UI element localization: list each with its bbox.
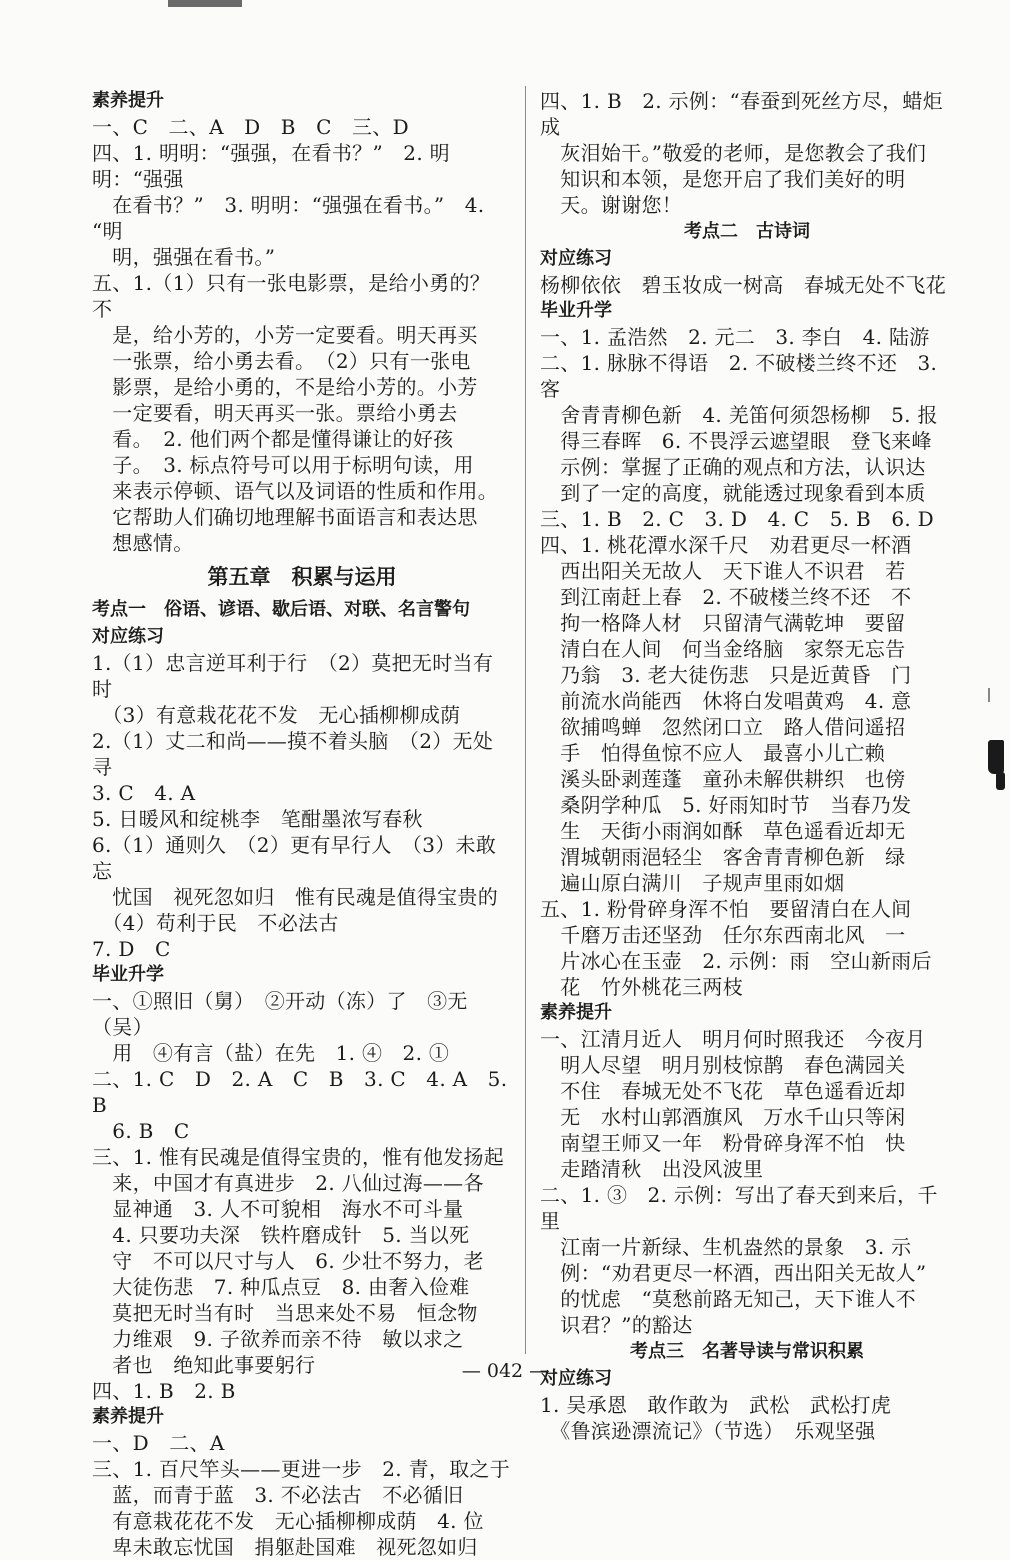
ink-blot-tail [996,772,1005,790]
chapter-title: 第五章 积累与运用 [207,565,397,589]
answer-paragraph: 3. C 4. A [92,781,196,805]
answer-paragraph: 6.（1）通则久 （2）更有早行人 （3）未敢忘 忧国 视死忽如归 惟有民魂是值得宝贵的 （4）苟利于民 不必法古 [92,833,498,935]
answer-paragraph: 四、1. 明明：“强强，在看书？” 2. 明明：“强强 在看书？” 3. 明明：“强强在看书。” 4. “明 明，强强在看书。” [92,141,485,269]
left-column [92,88,512,1560]
answer-paragraph: 二、1. ③ 2. 示例：写出了春天到来后，千里 江南一片新绿、生机盎然的景象 3. 示 例：“劝君更尽一杯酒，西出阳关无故人” 的忧虑 “莫愁前路无知己，天下谁人不 识君？”的豁达 [540,1183,938,1337]
topic-heading: 考点三 名著导读与常识积累 [630,1341,864,1362]
answer-paragraph: 三、1. B 2. C 3. D 4. C 5. B 6. D [540,507,935,531]
answer-paragraph: 一、C 二、A D B C 三、D [92,115,409,139]
answer-paragraph: 三、1. 惟有民魂是值得宝贵的，惟有他发扬起 来，中国才有真进步 2. 八仙过海——各 显神通 3. 人不可貌相 海水不可斗量 4. 只要功夫深 铁杵磨成针 5. 当以死 守 不可以尺寸与人 6. 少壮不努力，老 大徒伤悲 7. 种瓜点豆 8. 由奢入俭难 莫把无时当有时 当思来处不易 恒念物 力维艰 9. 子欲养而亲不待 敏以求之 者也 绝知此事要躬行 [92,1145,505,1377]
answer-paragraph: 一、D 二、A [92,1431,225,1455]
section-heading: 对应练习 [92,626,164,647]
answer-paragraph: 7. D C [92,937,171,961]
section-heading: 毕业升学 [540,300,612,321]
answer-paragraph: 5. 日暖风和绽桃李 笔酣墨浓写春秋 [92,807,423,831]
topic-heading: 考点二 古诗词 [684,221,810,242]
section-heading: 素养提升 [92,90,164,111]
answer-paragraph: 1. 吴承恩 敢作敢为 武松 武松打虎 《鲁滨逊漂流记》（节选） 乐观坚强 [540,1393,892,1443]
right-column [540,88,954,1444]
answer-paragraph: 一、①照旧（舅） ②开动（冻）了 ③无（吴） 用 ④有言（盐）在先 1. ④ 2. ① [92,989,468,1065]
margin-tick [988,688,990,702]
answer-paragraph: 五、1.（1）只有一张电影票，是给小勇的？ 不 是，给小芳的，小芳一定要看。明天再买 一张票，给小勇去看。 （2）只有一张电 影票，是给小勇的，不是给小芳的。小芳 一定要看，明天再买一张。票给小勇去 看。 2. 他们两个都是懂得谦让的好孩 子。 3. 标点符号可以用于标明句读，用 来表示停顿、语气以及词语的性质和作用。 它帮助人们确切地理解书面语言和表达思 想感情。 [92,271,498,555]
top-edge-mark [168,0,242,7]
answer-paragraph: 四、1. B 2. B [92,1379,236,1403]
answer-paragraph: 2.（1）丈二和尚——摸不着头脑 （2）无处寻 [92,729,494,779]
section-heading: 对应练习 [540,248,612,269]
answer-paragraph: 二、1. 脉脉不得语 2. 不破楼兰终不还 3. 客 舍青青柳色新 4. 羌笛何须怨杨柳 5. 报 得三春晖 6. 不畏浮云遮望眼 登飞来峰 示例：掌握了正确的观点和方法，认识达 到了一定的高度，就能透过现象看到本质 [540,351,938,505]
section-heading: 对应练习 [540,1368,612,1389]
answer-paragraph: 三、1. 百尺竿头——更进一步 2. 青，取之于 蓝，而青于蓝 3. 不必法古 不必循旧 有意栽花花不发 无心插柳柳成荫 4. 位 卑未敢忘忧国 捐躯赴国难 视死忽如归 [92,1457,511,1559]
section-heading: 素养提升 [92,1406,164,1427]
ink-blot [988,740,1004,774]
answer-paragraph: 四、1. B 2. 示例：“春蚕到死丝方尽，蜡炬成 灰泪始干。”敬爱的老师，是您教会了我们 知识和本领，是您开启了我们美好的明 天。谢谢您！ [540,89,944,217]
answer-paragraph: 1.（1）忠言逆耳利于行 （2）莫把无时当有时 （3）有意栽花花不发 无心插柳柳成荫 [92,651,494,727]
answer-paragraph: 杨柳依依 碧玉妆成一树高 春城无处不飞花 [540,273,946,297]
answer-paragraph: 五、1. 粉骨碎身浑不怕 要留清白在人间 千磨万击还坚劲 任尔东西南北风 一 片冰心在玉壶 2. 示例：雨 空山新雨后 花 竹外桃花三两枝 [540,897,932,999]
answer-paragraph: 一、1. 孟浩然 2. 元二 3. 李白 4. 陆游 [540,325,930,349]
section-heading: 毕业升学 [92,964,164,985]
column-divider [525,86,526,1354]
answer-paragraph: 二、1. C D 2. A C B 3. C 4. A 5. B 6. B C [92,1067,508,1143]
section-heading: 素养提升 [540,1002,612,1023]
topic-heading: 考点一 俗语、谚语、歇后语、对联、名言警句 [92,599,470,620]
answer-paragraph: 一、江清月近人 明月何时照我还 今夜月 明人尽望 明月别枝惊鹊 春色满园关 不住 春城无处不飞花 草色遥看近却 无 水村山郭酒旗风 万水千山只等闲 南望王师又一年 粉骨碎身浑不怕 快 走踏清秋 出没风波里 [540,1027,926,1181]
answer-paragraph: 四、1. 桃花潭水深千尺 劝君更尽一杯酒 西出阳关无故人 天下谁人不识君 若 到江南赶上春 2. 不破楼兰终不还 不 拘一格降人材 只留清气满乾坤 要留 清白在人间 何当金络脑 家祭无忘告 乃翁 3. 老大徒伤悲 只是近黄昏 门 前流水尚能西 休将白发唱黄鸡 4. 意 欲捕鸣蝉 忽然闭口立 路人借问遥招 手 怕得鱼惊不应人 最喜小儿亡赖 溪头卧剥莲蓬 童孙未解供耕织 也傍 桑阴学种瓜 5. 好雨知时节 当春乃发 生 天街小雨润如酥 草色遥看近却无 渭城朝雨浥轻尘 客舍青青柳色新 绿 遍山原白满川 子规声里雨如烟 [540,533,912,895]
page-number: — 042 — [461,1360,549,1382]
